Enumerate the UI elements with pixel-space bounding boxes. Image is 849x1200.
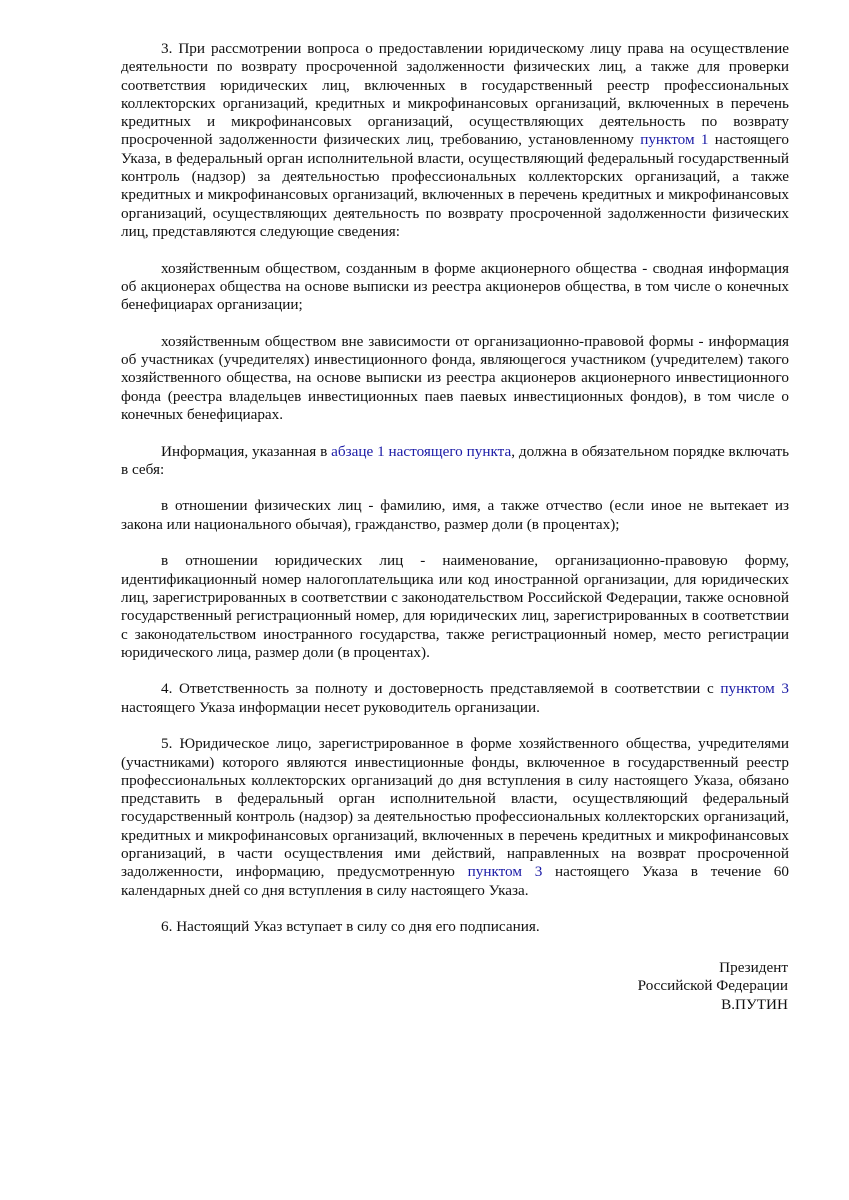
signature-name: В.ПУТИН [721,995,788,1013]
text-fragment: 4. Ответственность за полноту и достоверность представляемой в соответствии с [161,680,721,698]
text-fragment: настоящего Указа в течение 60 календарных дней со дня вступления в силу настоящего Указа. [121,863,789,899]
text-fragment: хозяйственным обществом вне зависимости от организационно-правовой формы - информация об участниках (учредителях) инвестиционного фонда, являющегося участником (учредителем) такого хозяйственного общества, на основе выписки из реестра акционеров акционерного инвестиционного фонда (реестра владельцев инвестиционных паев паевых инвестиционных фондов), в том числе о конечных бенефициарах. [121,332,789,423]
link-punkt-3[interactable]: пунктом 3 [720,680,789,698]
paragraph-info [121,443,789,480]
text-fragment: настоящего Указа, в федеральный орган исполнительной власти, осуществляющий федеральный государственный контроль (надзор) за деятельностью профессиональных коллекторских организаций, а также кредитных и микрофинансовых организаций, включенных в перечень кредитных и микрофинансовых организаций, осуществляющих деятельность по возврату просроченной задолженности физических лиц, представляются следующие сведения: [121,131,789,240]
signature-block [638,959,788,1014]
paragraph-investment-fund [121,333,789,424]
paragraph-legal-entities [121,552,789,662]
text-fragment: в отношении юридических лиц - наименование, организационно-правовую форму, идентификационный номер налогоплательщика или код иностранной организации, для юридических лиц, зарегистрированных в соответствии с законодательством Российской Федерации, также основной государственный регистрационный номер, для юридических лиц, зарегистрированных в соответствии с законодательством иностранного государства, также регистрационный номер, место регистрации юридического лица, размер доли (в процентах). [121,552,789,661]
text-fragment: 5. Юридическое лицо, зарегистрированное в форме хозяйственного общества, учредителями (участниками) которого являются инвестиционные фонды, включенное в государственный реестр профессиональных коллекторских организаций до дня вступления в силу настоящего Указа, обязано представить в федеральный орган исполнительной власти, осуществляющий федеральный государственный контроль (надзор) за деятельностью профессиональных коллекторских организаций, кредитных и микрофинансовых организаций, включенных в перечень кредитных и микрофинансовых организаций, в части осуществления ими действий, направленных на возврат просроченной задолженности, информацию, предусмотренную [121,735,789,881]
paragraph-5 [121,735,789,900]
signature-title: Президент [719,959,788,976]
paragraph-6 [121,918,789,936]
paragraph-individuals [121,497,789,534]
link-punkt-3[interactable]: пунктом 3 [467,863,543,881]
document-body [121,40,789,955]
signature-country: Российской Федерации [637,977,788,995]
link-abzats-1[interactable]: абзаце 1 настоящего пункта [331,442,512,460]
text-fragment: в отношении физических лиц - фамилию, имя, а также отчество (если иное не вытекает из закона или национального обычая), гражданство, размер доли (в процентах); [121,497,789,533]
text-fragment: Информация, указанная в [161,442,332,460]
text-fragment: 3. При рассмотрении вопроса о предоставлении юридическому лицу права на осуществление деятельности по возврату просроченной задолженности физических лиц, а также для проверки соответствия юридических лиц, включенных в государственный реестр профессиональных коллекторских организаций, кредитных и микрофинансовых организаций, включенных в перечень кредитных и микрофинансовых организаций, осуществляющих деятельность по возврату просроченной задолженности физических лиц, требованию, установленному [121,40,789,149]
paragraph-4 [121,680,789,717]
text-fragment: 6. Настоящий Указ вступает в силу со дня его подписания. [161,918,540,936]
text-fragment: хозяйственным обществом, созданным в форме акционерного общества - сводная информация об акционерах общества на основе выписки из реестра акционеров общества, в том числе о конечных бенефициарах организации; [121,259,789,314]
text-fragment: настоящего Указа информации несет руководитель организации. [121,698,540,716]
text-fragment: , должна в обязательном порядке включать в себя: [121,442,789,478]
link-punkt-1[interactable]: пунктом 1 [640,131,709,149]
paragraph-joint-stock [121,260,789,315]
paragraph-3 [121,40,789,241]
